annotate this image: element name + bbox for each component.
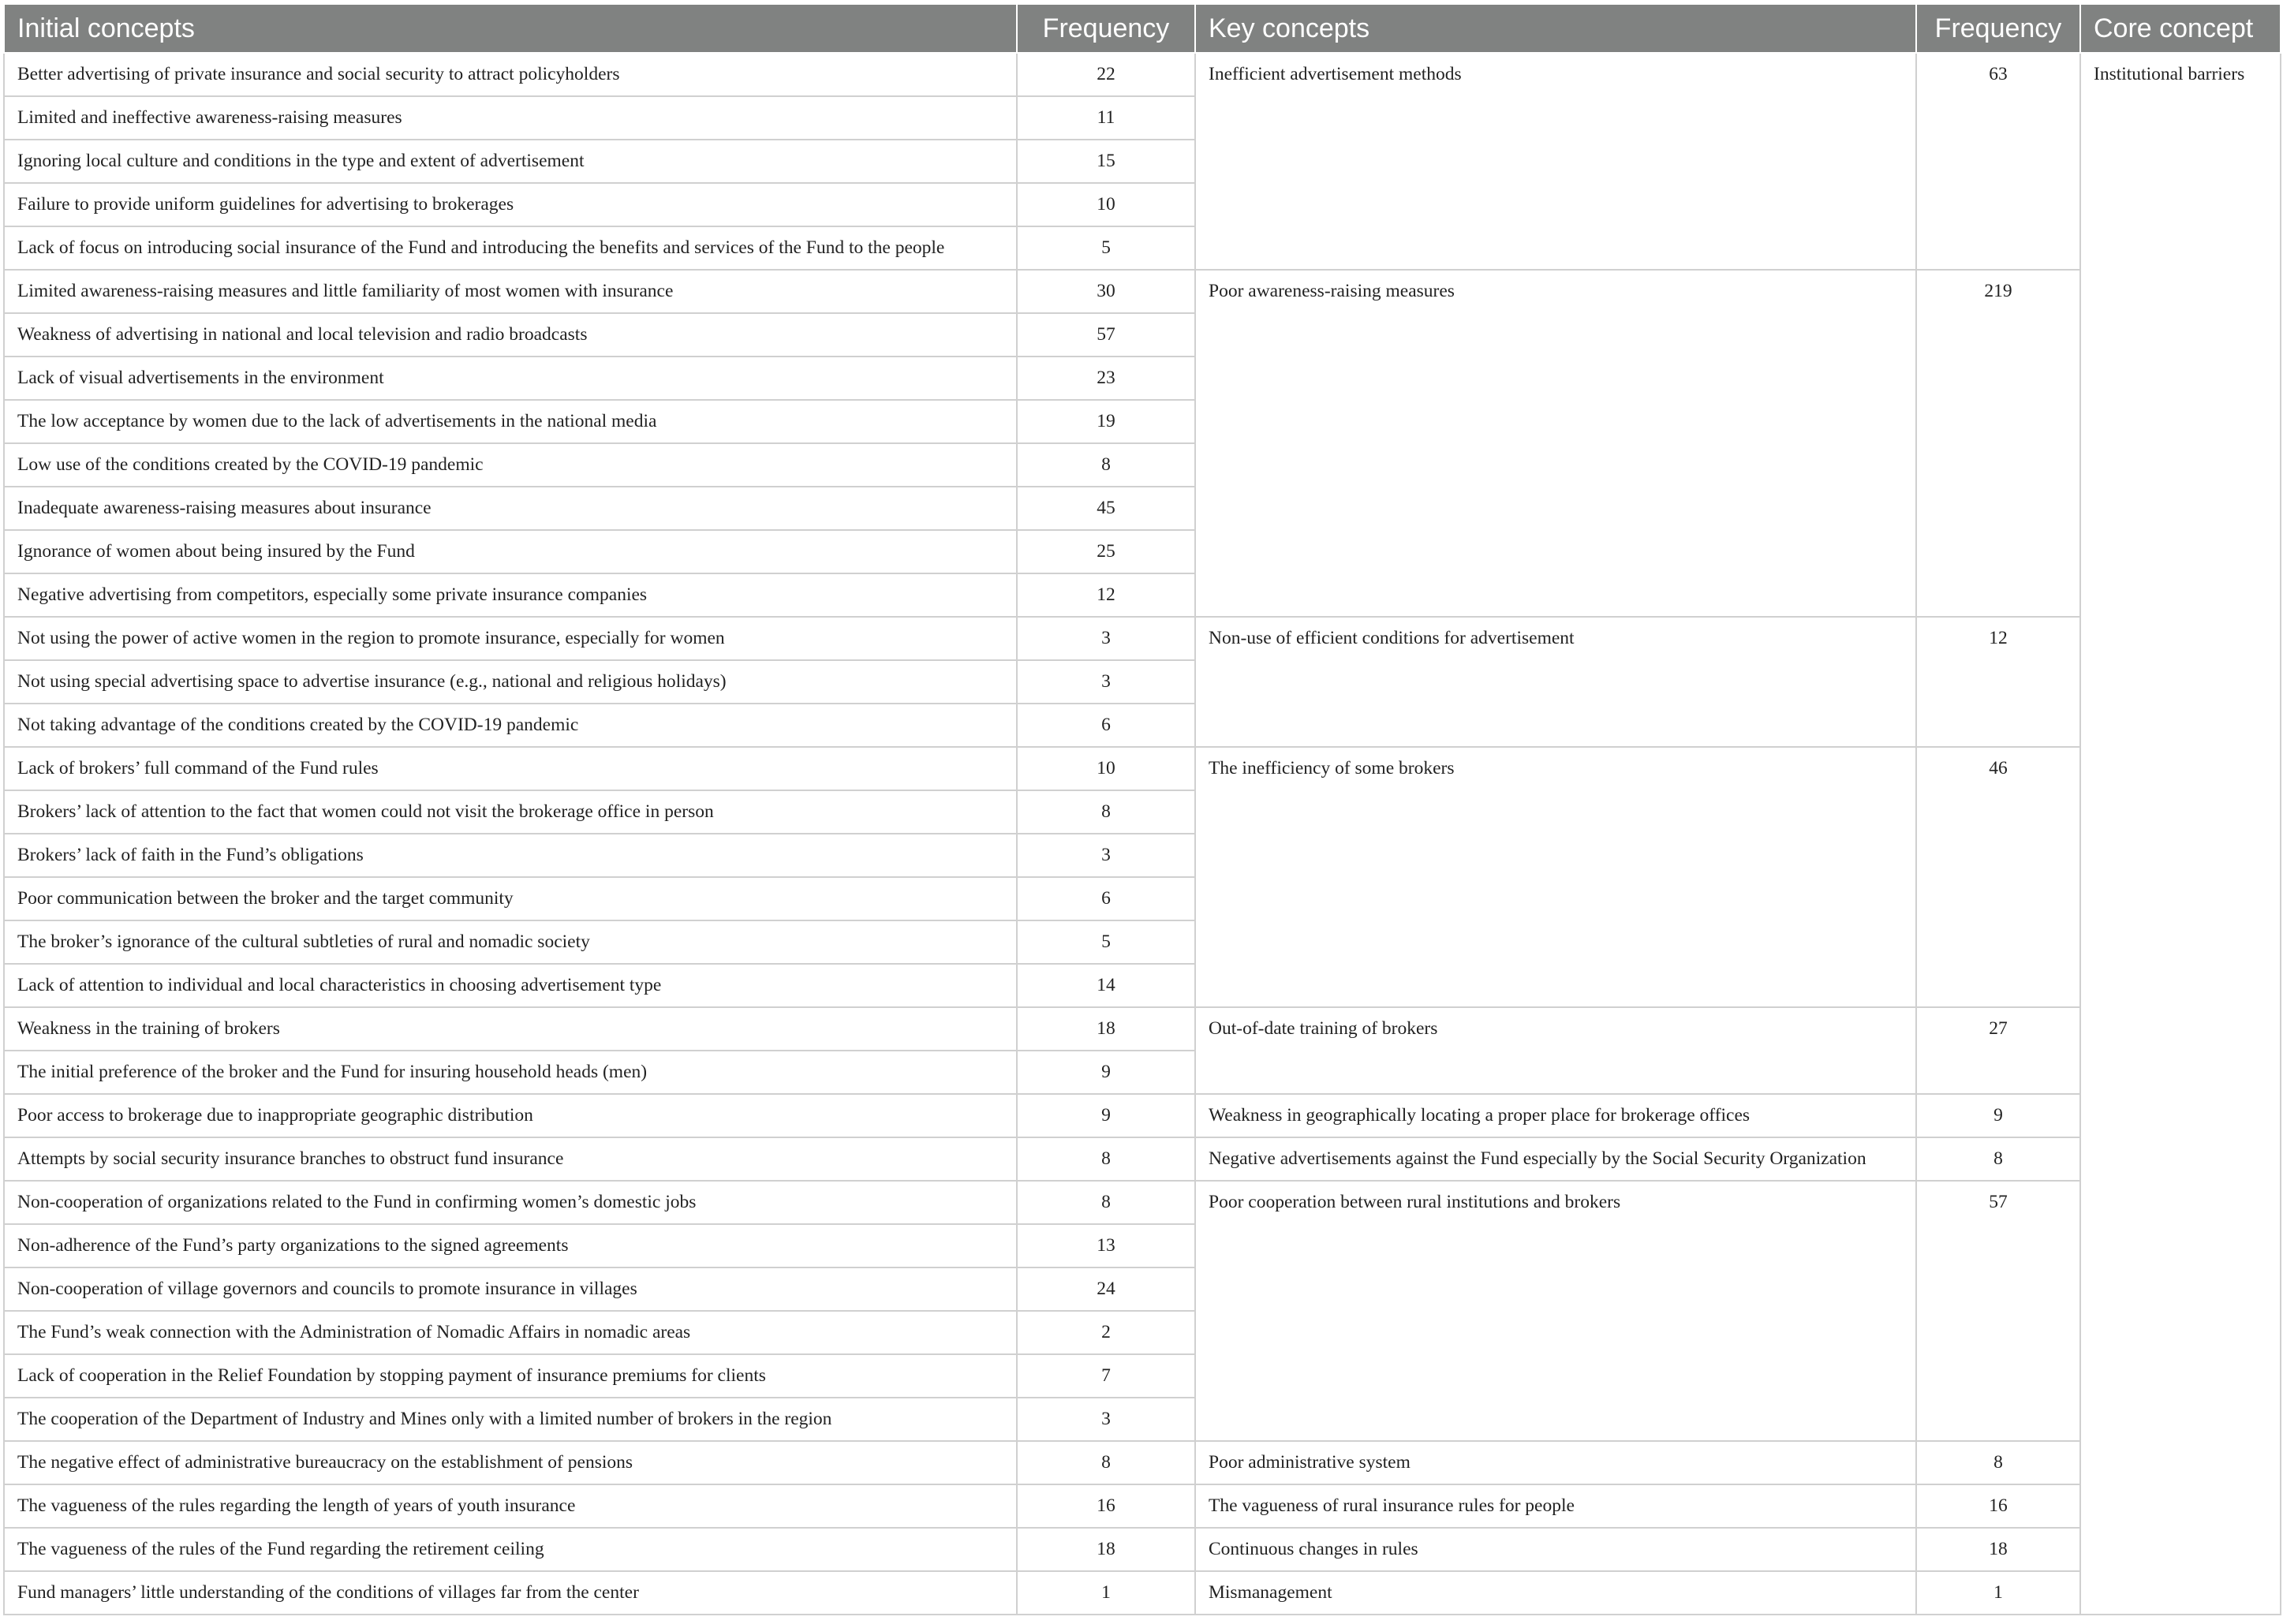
initial-concept-cell: Ignoring local culture and conditions in the type and extent of advertisement bbox=[4, 140, 1017, 183]
header-frequency-key: Frequency bbox=[1916, 4, 2080, 53]
initial-frequency-cell: 7 bbox=[1017, 1354, 1195, 1398]
initial-concept-cell: Lack of focus on introducing social insurance of the Fund and introducing the benefits and services of the Fund to the people bbox=[4, 226, 1017, 270]
key-concept-cell: Negative advertisements against the Fund especially by the Social Security Organization bbox=[1195, 1137, 1916, 1181]
initial-frequency-cell: 24 bbox=[1017, 1267, 1195, 1311]
initial-frequency-cell: 23 bbox=[1017, 357, 1195, 400]
initial-frequency-cell: 22 bbox=[1017, 53, 1195, 96]
initial-concept-cell: Lack of cooperation in the Relief Foundation by stopping payment of insurance premiums for clients bbox=[4, 1354, 1017, 1398]
initial-concept-cell: The Fund’s weak connection with the Administration of Nomadic Affairs in nomadic areas bbox=[4, 1311, 1017, 1354]
key-frequency-cell: 219 bbox=[1916, 270, 2080, 617]
table-row bbox=[4, 1137, 2281, 1181]
initial-concept-cell: The vagueness of the rules regarding the length of years of youth insurance bbox=[4, 1484, 1017, 1528]
table-row bbox=[4, 617, 2281, 660]
initial-frequency-cell: 18 bbox=[1017, 1528, 1195, 1571]
header-core-concept: Core concept bbox=[2080, 4, 2281, 53]
key-concept-cell: Mismanagement bbox=[1195, 1571, 1916, 1615]
table-row bbox=[4, 53, 2281, 96]
initial-concept-cell: Fund managers’ little understanding of the conditions of villages far from the center bbox=[4, 1571, 1017, 1615]
table-body bbox=[4, 53, 2281, 1615]
table-row bbox=[4, 1094, 2281, 1137]
initial-concept-cell: Negative advertising from competitors, especially some private insurance companies bbox=[4, 573, 1017, 617]
key-frequency-cell: 12 bbox=[1916, 617, 2080, 747]
key-concept-cell: Non-use of efficient conditions for advertisement bbox=[1195, 617, 1916, 747]
initial-frequency-cell: 10 bbox=[1017, 747, 1195, 790]
initial-concept-cell: The broker’s ignorance of the cultural subtleties of rural and nomadic society bbox=[4, 920, 1017, 964]
table-row bbox=[4, 1181, 2281, 1224]
initial-concept-cell: Lack of attention to individual and local characteristics in choosing advertisement type bbox=[4, 964, 1017, 1007]
table-row bbox=[4, 1441, 2281, 1484]
table-row bbox=[4, 1571, 2281, 1615]
initial-concept-cell: Failure to provide uniform guidelines for advertising to brokerages bbox=[4, 183, 1017, 226]
initial-frequency-cell: 15 bbox=[1017, 140, 1195, 183]
initial-concept-cell: Inadequate awareness-raising measures about insurance bbox=[4, 487, 1017, 530]
key-concept-cell: Inefficient advertisement methods bbox=[1195, 53, 1916, 270]
key-concept-cell: Poor administrative system bbox=[1195, 1441, 1916, 1484]
key-frequency-cell: 63 bbox=[1916, 53, 2080, 270]
key-concept-cell: Poor awareness-raising measures bbox=[1195, 270, 1916, 617]
initial-frequency-cell: 18 bbox=[1017, 1007, 1195, 1051]
initial-concept-cell: Better advertising of private insurance and social security to attract policyholders bbox=[4, 53, 1017, 96]
key-frequency-cell: 8 bbox=[1916, 1137, 2080, 1181]
key-frequency-cell: 27 bbox=[1916, 1007, 2080, 1094]
table-row bbox=[4, 270, 2281, 313]
initial-frequency-cell: 8 bbox=[1017, 790, 1195, 834]
initial-frequency-cell: 9 bbox=[1017, 1094, 1195, 1137]
initial-frequency-cell: 19 bbox=[1017, 400, 1195, 443]
initial-concept-cell: Weakness in the training of brokers bbox=[4, 1007, 1017, 1051]
initial-frequency-cell: 13 bbox=[1017, 1224, 1195, 1267]
initial-concept-cell: The initial preference of the broker and the Fund for insuring household heads (men) bbox=[4, 1051, 1017, 1094]
initial-frequency-cell: 5 bbox=[1017, 226, 1195, 270]
key-concept-cell: The inefficiency of some brokers bbox=[1195, 747, 1916, 1007]
initial-concept-cell: Lack of visual advertisements in the environment bbox=[4, 357, 1017, 400]
initial-concept-cell: Limited awareness-raising measures and little familiarity of most women with insurance bbox=[4, 270, 1017, 313]
initial-concept-cell: Poor access to brokerage due to inappropriate geographic distribution bbox=[4, 1094, 1017, 1137]
table-header-row bbox=[4, 4, 2281, 53]
initial-concept-cell: Low use of the conditions created by the COVID-19 pandemic bbox=[4, 443, 1017, 487]
key-concept-cell: Continuous changes in rules bbox=[1195, 1528, 1916, 1571]
initial-concept-cell: The cooperation of the Department of Industry and Mines only with a limited number of brokers in the region bbox=[4, 1398, 1017, 1441]
table-row bbox=[4, 747, 2281, 790]
key-concept-cell: Out-of-date training of brokers bbox=[1195, 1007, 1916, 1094]
initial-frequency-cell: 8 bbox=[1017, 1181, 1195, 1224]
initial-frequency-cell: 45 bbox=[1017, 487, 1195, 530]
initial-concept-cell: The negative effect of administrative bureaucracy on the establishment of pensions bbox=[4, 1441, 1017, 1484]
initial-frequency-cell: 16 bbox=[1017, 1484, 1195, 1528]
key-concept-cell: The vagueness of rural insurance rules for people bbox=[1195, 1484, 1916, 1528]
key-frequency-cell: 46 bbox=[1916, 747, 2080, 1007]
initial-concept-cell: Not using the power of active women in the region to promote insurance, especially for women bbox=[4, 617, 1017, 660]
key-frequency-cell: 16 bbox=[1916, 1484, 2080, 1528]
initial-frequency-cell: 8 bbox=[1017, 1137, 1195, 1181]
initial-frequency-cell: 25 bbox=[1017, 530, 1195, 573]
initial-frequency-cell: 5 bbox=[1017, 920, 1195, 964]
initial-concept-cell: Brokers’ lack of faith in the Fund’s obligations bbox=[4, 834, 1017, 877]
header-key-concepts: Key concepts bbox=[1195, 4, 1916, 53]
key-concept-cell: Weakness in geographically locating a proper place for brokerage offices bbox=[1195, 1094, 1916, 1137]
initial-frequency-cell: 6 bbox=[1017, 877, 1195, 920]
initial-concept-cell: Ignorance of women about being insured by the Fund bbox=[4, 530, 1017, 573]
table-row bbox=[4, 1528, 2281, 1571]
initial-concept-cell: Weakness of advertising in national and local television and radio broadcasts bbox=[4, 313, 1017, 357]
initial-frequency-cell: 30 bbox=[1017, 270, 1195, 313]
key-frequency-cell: 9 bbox=[1916, 1094, 2080, 1137]
initial-concept-cell: Limited and ineffective awareness-raising measures bbox=[4, 96, 1017, 140]
initial-frequency-cell: 8 bbox=[1017, 443, 1195, 487]
initial-frequency-cell: 3 bbox=[1017, 617, 1195, 660]
initial-frequency-cell: 3 bbox=[1017, 1398, 1195, 1441]
initial-frequency-cell: 2 bbox=[1017, 1311, 1195, 1354]
initial-concept-cell: The vagueness of the rules of the Fund regarding the retirement ceiling bbox=[4, 1528, 1017, 1571]
initial-concept-cell: Not using special advertising space to advertise insurance (e.g., national and religious holidays) bbox=[4, 660, 1017, 704]
initial-frequency-cell: 8 bbox=[1017, 1441, 1195, 1484]
initial-concept-cell: Non-cooperation of village governors and councils to promote insurance in villages bbox=[4, 1267, 1017, 1311]
initial-concept-cell: The low acceptance by women due to the lack of advertisements in the national media bbox=[4, 400, 1017, 443]
key-frequency-cell: 18 bbox=[1916, 1528, 2080, 1571]
initial-frequency-cell: 1 bbox=[1017, 1571, 1195, 1615]
initial-concept-cell: Brokers’ lack of attention to the fact that women could not visit the brokerage office in person bbox=[4, 790, 1017, 834]
table-row bbox=[4, 1484, 2281, 1528]
concepts-table bbox=[3, 3, 2281, 1615]
core-concept-cell: Institutional barriers bbox=[2080, 53, 2281, 1615]
header-frequency-initial: Frequency bbox=[1017, 4, 1195, 53]
initial-concept-cell: Non-cooperation of organizations related to the Fund in confirming women’s domestic jobs bbox=[4, 1181, 1017, 1224]
initial-concept-cell: Attempts by social security insurance branches to obstruct fund insurance bbox=[4, 1137, 1017, 1181]
initial-frequency-cell: 3 bbox=[1017, 834, 1195, 877]
initial-frequency-cell: 3 bbox=[1017, 660, 1195, 704]
key-frequency-cell: 8 bbox=[1916, 1441, 2080, 1484]
table-row bbox=[4, 1007, 2281, 1051]
initial-frequency-cell: 6 bbox=[1017, 704, 1195, 747]
initial-frequency-cell: 12 bbox=[1017, 573, 1195, 617]
initial-frequency-cell: 57 bbox=[1017, 313, 1195, 357]
initial-concept-cell: Not taking advantage of the conditions created by the COVID-19 pandemic bbox=[4, 704, 1017, 747]
key-frequency-cell: 57 bbox=[1916, 1181, 2080, 1441]
initial-frequency-cell: 10 bbox=[1017, 183, 1195, 226]
header-initial-concepts: Initial concepts bbox=[4, 4, 1017, 53]
initial-frequency-cell: 11 bbox=[1017, 96, 1195, 140]
initial-concept-cell: Non-adherence of the Fund’s party organizations to the signed agreements bbox=[4, 1224, 1017, 1267]
initial-concept-cell: Lack of brokers’ full command of the Fund rules bbox=[4, 747, 1017, 790]
initial-frequency-cell: 14 bbox=[1017, 964, 1195, 1007]
key-frequency-cell: 1 bbox=[1916, 1571, 2080, 1615]
initial-concept-cell: Poor communication between the broker and the target community bbox=[4, 877, 1017, 920]
initial-frequency-cell: 9 bbox=[1017, 1051, 1195, 1094]
key-concept-cell: Poor cooperation between rural institutions and brokers bbox=[1195, 1181, 1916, 1441]
